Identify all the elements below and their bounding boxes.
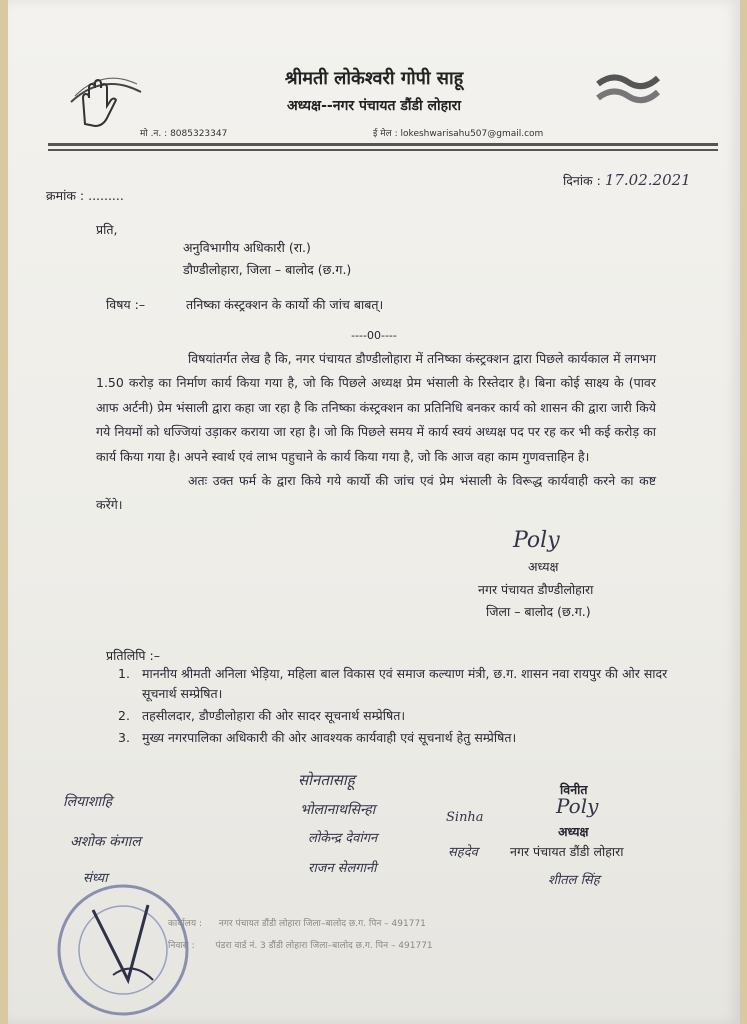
header-rule-top (48, 143, 718, 146)
email-line (373, 126, 543, 139)
footer-office-label: कार्यालय : (168, 919, 203, 929)
subject-label: विषय :– (106, 297, 146, 312)
cc-item-text: माननीय श्रीमती अनिला भेड़िया, महिला बाल विकास एवं समाज कल्याण मंत्री, छ.ग. शासन नवा रायपुर की ओर सादर सूचनार्थ सम्प्रेषित। (142, 666, 668, 701)
footer-residence-address: पंडरा वार्ड नं. 3 डौंडी लोहारा जिला–बालोद छ.ग. पिन – 491771 (215, 941, 433, 951)
email-label: ई मेल : (373, 129, 398, 139)
letterhead-name: श्रीमती लोकेश्वरी गोपी साहू (284, 68, 464, 89)
letter-page (8, 0, 740, 1024)
closing-vineet: विनीत (560, 782, 588, 797)
reference-label: क्रमांक : (46, 188, 85, 203)
cc-item-number: 3. (118, 730, 130, 745)
letterhead-designation: अध्यक्ष--नगर पंचायत डौंडी लोहारा (286, 98, 462, 114)
body-paragraph-2: अतः उक्त फर्म के द्वारा किये गये कार्यो की जांच एवं प्रेम भंसाली के विरूद्ध कार्यवाही करने का कष्ट करेंगे। (96, 473, 656, 513)
handwritten-signature: शीतल सिंह (548, 873, 600, 888)
mobile-label: मो .न. : (140, 129, 168, 139)
handwritten-signature: लियाशाहि (63, 794, 113, 810)
date-label: दिनांक : (563, 173, 601, 188)
closing-signature: Poly (556, 794, 599, 818)
closing-title: अध्यक्ष (558, 824, 589, 839)
footer-office-address: नगर पंचायत डौंडी लोहारा जिला–बालोद छ.ग. पिन – 491771 (218, 919, 426, 929)
footer-office (168, 916, 426, 929)
handwritten-signature: सहदेव (448, 845, 478, 860)
body-paragraph-1: विषयांतर्गत लेख है कि, नगर पंचायत डौण्डीलोहारा में तनिष्का कंस्ट्रक्शन द्वारा पिछले कार्यकाल में लगभग 1.50 करोड़ का निर्माण कार्य किया गया है, जो कि पिछले अध्यक्ष प्रेम भंसाली के रिस्तेदार है। बिना कोई साक्ष्य के (पावर आफ अर्टनी) प्रेम भंसाली द्वारा कहा जा रहा है कि तनिष्का कंस्ट्रक्शन का प्रतिनिधि बनकर कार्य को शासन की द्वारा जारी किये गये नियमों को धज्जियां उड़ाकर कराया जा रहा है। जो कि पिछले समय में कार्य स्वयं अध्यक्ष पद पर रह कर भी कई करोड़ का कार्य किया गया है। अपने स्वार्थ एवं लाभ पहुचाने के कार्य किया गया है, जो कि आज वहा काम गुणवत्ताहिन है। (96, 351, 656, 464)
handwritten-signature: Sinha (446, 810, 484, 825)
cc-item-2 (118, 706, 698, 726)
cc-item-text: मुख्य नगरपालिका अधिकारी की ओर आवश्यक कार्यवाही एवं सूचनार्थ हेतु सम्प्रेषित। (142, 730, 517, 745)
cc-item-text: तहसीलदार, डौण्डीलोहारा की ओर सादर सूचनार्थ सम्प्रेषित। (142, 708, 406, 723)
cc-item-1 (118, 664, 698, 704)
reference-line (46, 184, 124, 208)
letter-body (96, 347, 656, 518)
mobile-number: 8085323347 (170, 129, 228, 139)
signature-title: अध्यक्ष (528, 559, 559, 574)
reference-value: ......... (88, 188, 124, 203)
to-line-2: डौण्डीलोहारा, जिला – बालोद (छ.ग.) (183, 262, 352, 277)
footer-residence-label: निवास : (168, 941, 195, 951)
email-address: lokeshwarisahu507@gmail.com (400, 129, 544, 139)
signature-mark: Poly (513, 528, 560, 553)
footer-residence (168, 938, 433, 951)
date-value: 17.02.2021 (604, 171, 691, 189)
mobile-line (140, 126, 227, 139)
header-rule-bottom (48, 149, 718, 151)
signature-org: नगर पंचायत डौण्डीलोहारा (478, 582, 594, 597)
signature-district: जिला – बालोद (छ.ग.) (486, 604, 591, 619)
cc-item-3 (118, 728, 698, 748)
handwritten-signature: लोकेन्द्र देवांगन (308, 831, 378, 846)
handwritten-signature: राजन सेलगानी (308, 861, 377, 876)
cc-item-number: 2. (118, 708, 130, 723)
handwritten-signature: संध्या (83, 871, 108, 886)
section-divider: ----00---- (351, 329, 397, 342)
handwritten-signature: भोलानाथसिन्हा (300, 802, 376, 818)
subject-text: तनिष्का कंस्ट्रक्शन के कार्यो की जांच बाबत्। (186, 297, 384, 312)
to-line-1: अनुविभागीय अधिकारी (रा.) (183, 240, 311, 255)
cc-label: प्रतिलिपि :– (106, 648, 160, 663)
closing-org: नगर पंचायत डौंडी लोहारा (510, 844, 624, 859)
to-label: प्रति, (96, 222, 118, 237)
cc-item-number: 1. (118, 666, 130, 681)
handwritten-signature: अशोक कंगाल (70, 834, 141, 850)
date-line (563, 168, 691, 193)
handwritten-signature: सोनतासाहू (298, 771, 355, 789)
cc-list (118, 664, 698, 750)
